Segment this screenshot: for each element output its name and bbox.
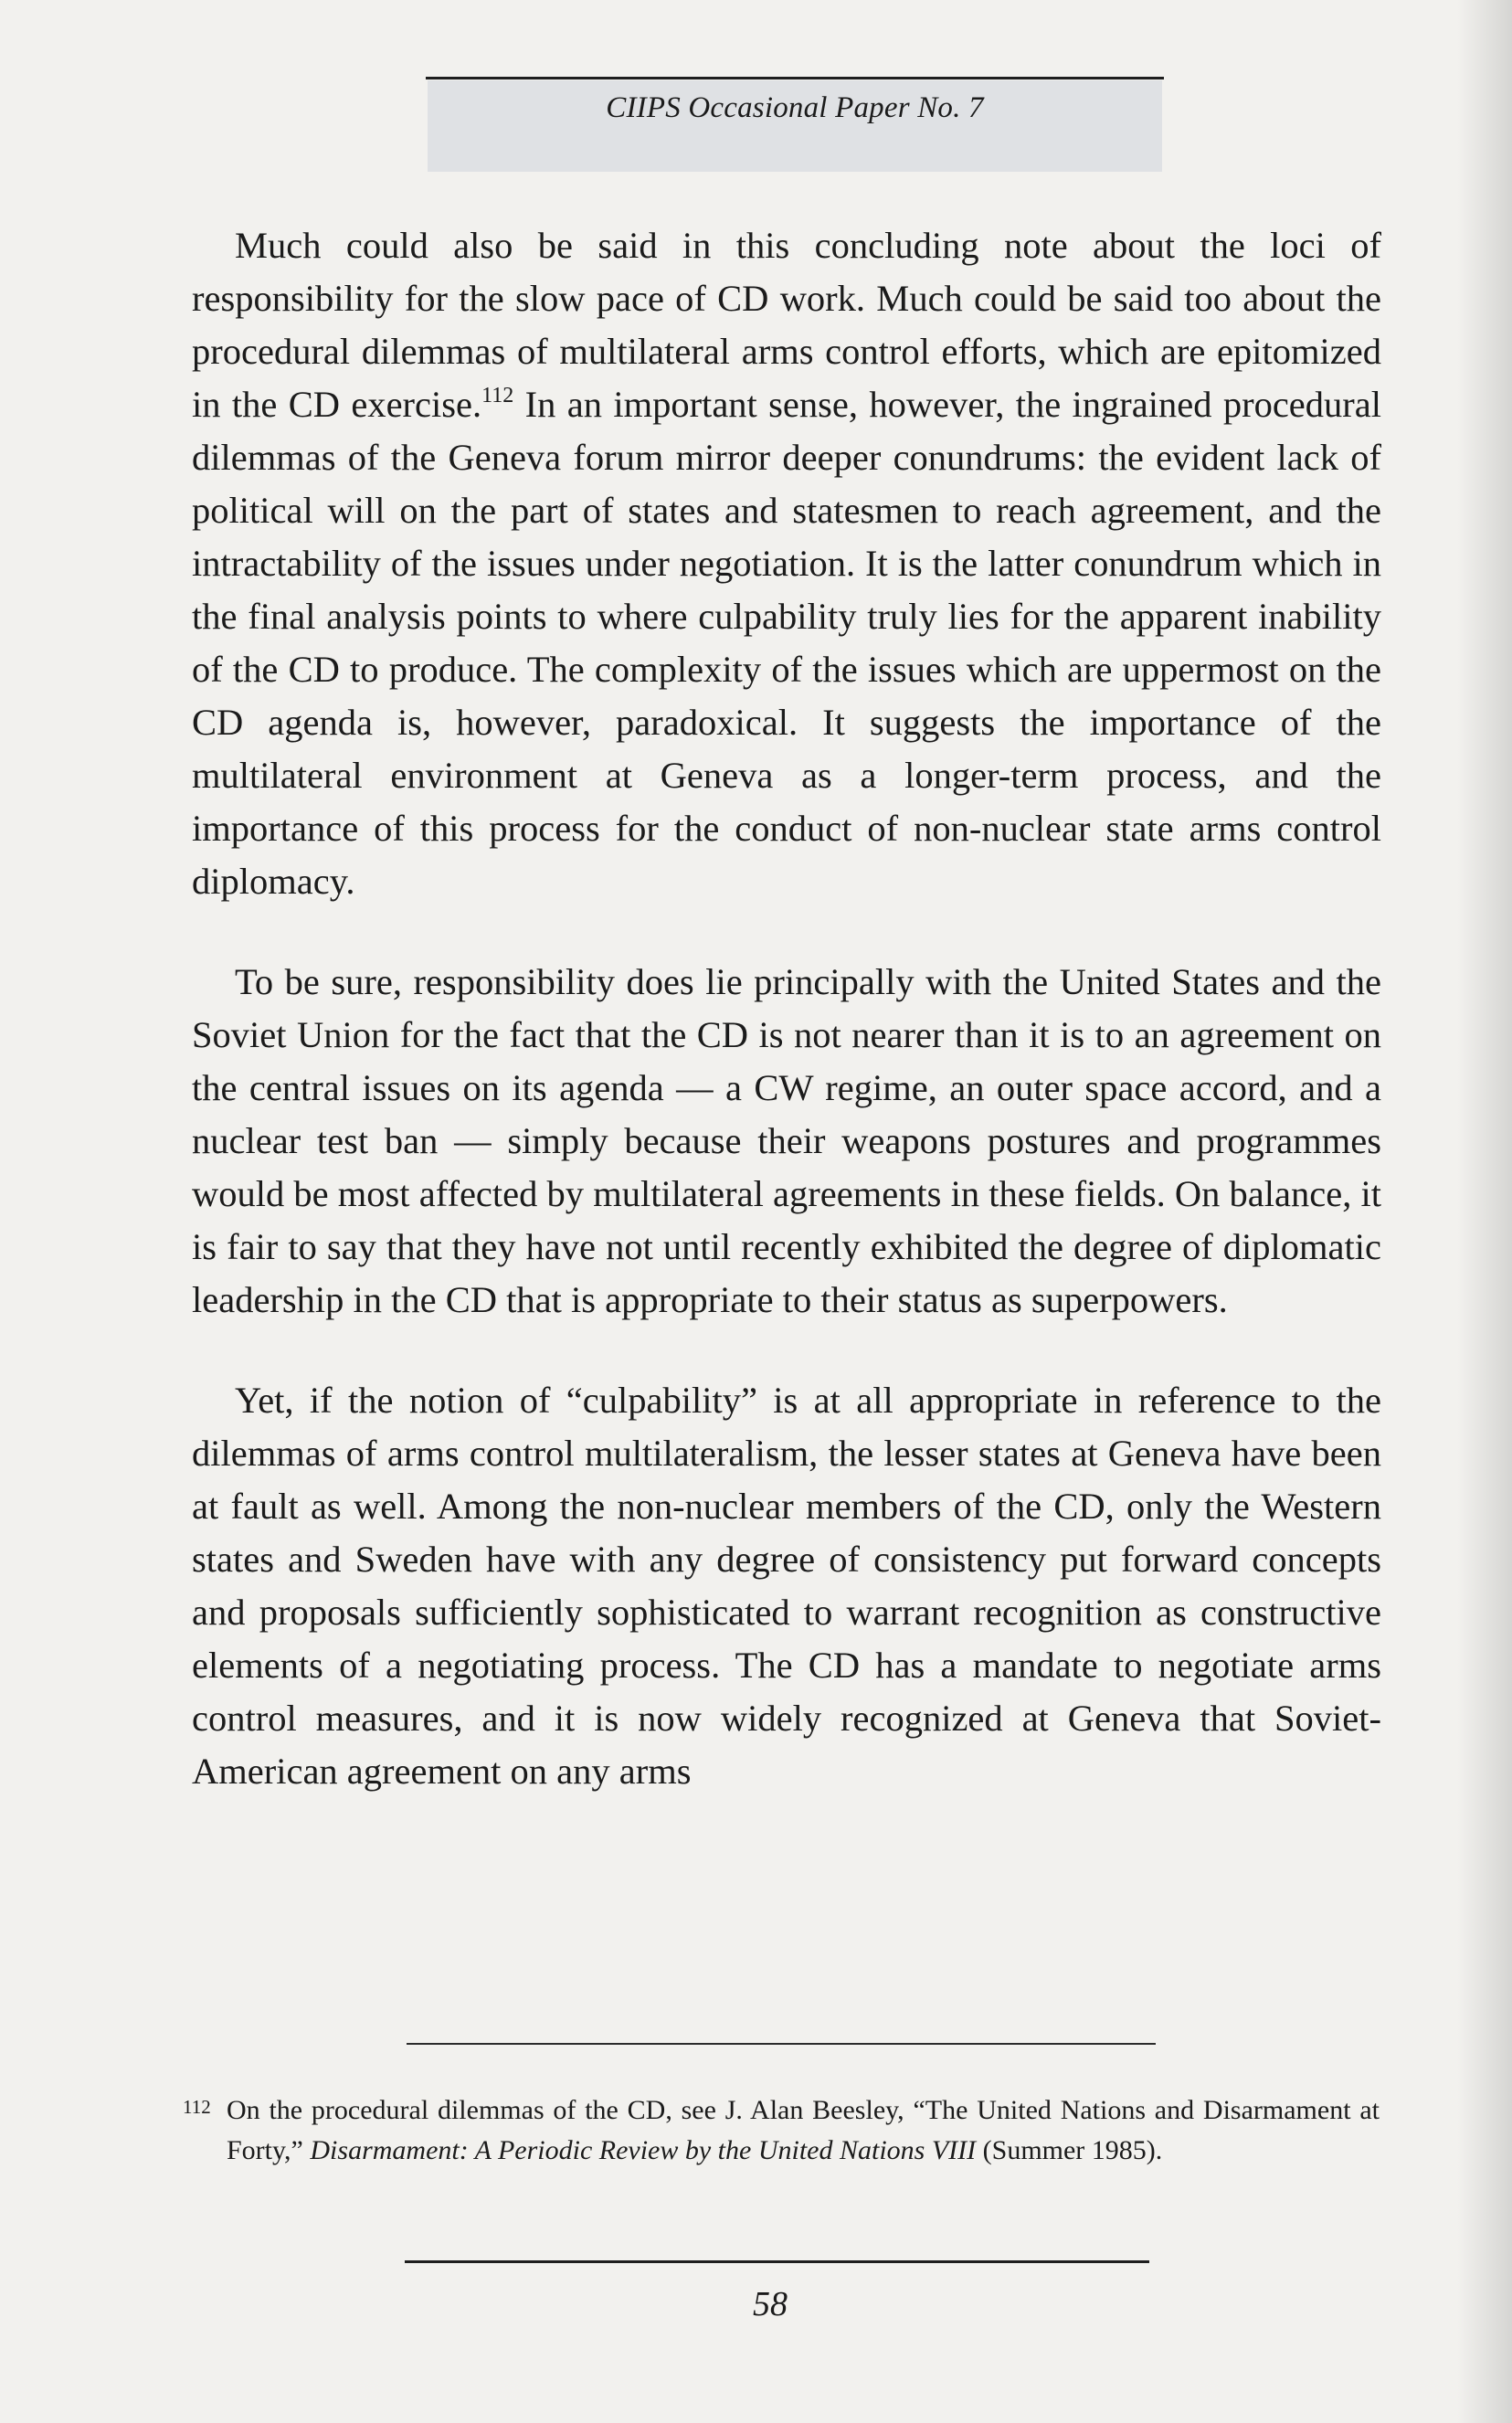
footnote-text-after: (Summer 1985).	[976, 2135, 1163, 2165]
paragraph-1-after: In an important sense, however, the ingrained procedural dilemmas of the Geneva forum mirror deeper conundrums: the evident lack of political will on the part of states and statesmen to reach agreement, and the intractability of the issues under negotiation. It is the latter conundrum which in the final analysis points to where culpability truly lies for the apparent inability of the CD to produce. The complexity of the issues which are uppermost on the CD agenda is, however, paradoxical. It suggests the importance of the multilateral environment at Geneva as a longer-term process, and the importance of this process for the conduct of non-nuclear state arms control diplomacy.	[192, 384, 1382, 902]
paragraph-2: To be sure, responsibility does lie principally with the United States and the Soviet Union for the fact that the CD is not nearer than it is to an agreement on the central issues on its agenda — a CW regime, an outer space accord, and a nuclear test ban — simply because their weapons postures and programmes would be most affected by multilateral agreements in these fields. On balance, it is fair to say that they have not until recently exhibited the degree of diplomatic leadership in the CD that is appropriate to their status as superpowers.	[192, 961, 1381, 1320]
page-edge-shadow	[1457, 0, 1512, 2423]
page-number: 58	[753, 2285, 788, 2323]
header-rule	[426, 77, 1164, 79]
footnote	[183, 2090, 1380, 2171]
footnote-journal-title: Disarmament: A Periodic Review by the United Nations VIII	[310, 2135, 977, 2165]
footnote-text	[227, 2090, 1380, 2171]
running-head: CIIPS Occasional Paper No. 7	[606, 91, 984, 124]
footnote-number: 112	[183, 2096, 211, 2118]
footnote-reference: 112	[481, 384, 514, 407]
footer-rule	[405, 2260, 1149, 2263]
paragraph-1-before: Much could also be said in this concluding note about the loci of responsibility for the slow pace of CD work. Much could be said too about the procedural dilemmas of multilateral arms control efforts, which are epitomized in the CD exercise.	[192, 225, 1381, 425]
footnote-rule	[407, 2043, 1156, 2045]
paragraph-1	[192, 219, 1381, 908]
footnote-text-before: On the procedural dilemmas of the CD, see J. Alan Beesley, “The United Nations and Disarmament at Forty,”	[227, 2095, 1380, 2165]
body-text	[192, 219, 1381, 1846]
paragraph-3: Yet, if the notion of “culpability” is at all appropriate in reference to the dilemmas of arms control multilateralism, the lesser states at Geneva have been at fault as well. Among the non-nuclear members of the CD, only the Western states and Sweden have with any degree of consistency put forward concepts and proposals sufficiently sophisticated to warrant recognition as constructive elements of a negotiating process. The CD has a mandate to negotiate arms control measures, and it is now widely recognized at Geneva that Soviet-American agreement on any arms	[192, 1380, 1381, 1792]
